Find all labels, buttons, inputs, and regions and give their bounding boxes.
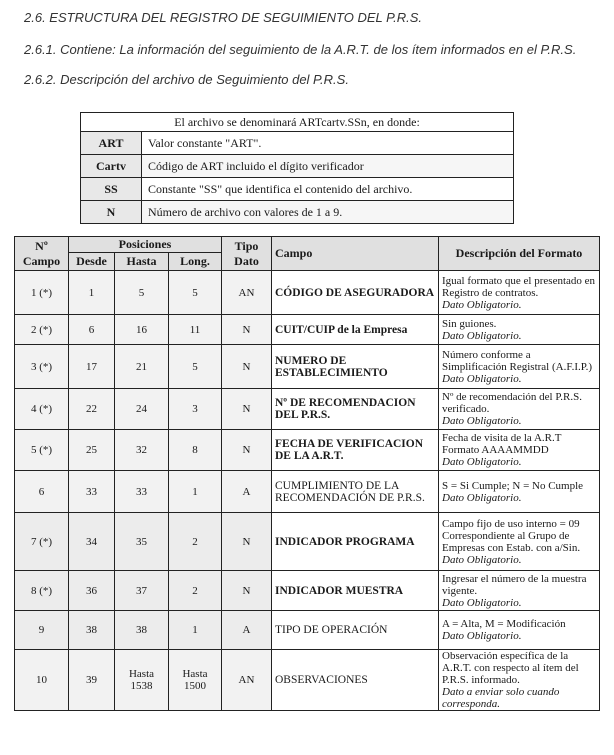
header-posiciones: Posiciones <box>69 237 222 253</box>
cell-desde: 33 <box>69 471 115 513</box>
cell-desde: 34 <box>69 513 115 571</box>
cell-descripcion <box>439 315 600 345</box>
cell-hasta: 38 <box>115 611 169 650</box>
cell-n-campo: 8 (*) <box>15 571 69 611</box>
cell-campo: CUMPLIMIENTO DE LA RECOMENDACIÓN DE P.R.S. <box>272 471 439 513</box>
cell-hasta: 37 <box>115 571 169 611</box>
cell-tipo-dato: A <box>222 611 272 650</box>
table-row <box>15 271 600 315</box>
cell-descripcion <box>439 611 600 650</box>
cell-campo: Nº DE RECOMENDACION DEL P.R.S. <box>272 389 439 430</box>
cell-desde: 38 <box>69 611 115 650</box>
cell-campo: TIPO DE OPERACIÓN <box>272 611 439 650</box>
cell-long: 1 <box>169 611 222 650</box>
table-row <box>15 611 600 650</box>
cell-hasta: 35 <box>115 513 169 571</box>
cell-long: 2 <box>169 571 222 611</box>
cell-long: 5 <box>169 271 222 315</box>
cell-long: 2 <box>169 513 222 571</box>
cell-desde: 22 <box>69 389 115 430</box>
cell-n-campo: 2 (*) <box>15 315 69 345</box>
section-heading-2-6-2: 2.6.2. Descripción del archivo de Seguimiento del P.R.S. <box>24 72 349 87</box>
description-note: Dato a enviar solo cuando corresponda. <box>442 686 560 710</box>
table-row <box>15 430 600 471</box>
description-note: Dato Obligatorio. <box>442 329 522 342</box>
description-note: Dato Obligatorio. <box>442 491 522 504</box>
table-row <box>15 345 600 389</box>
cell-hasta: 24 <box>115 389 169 430</box>
description-text: A = Alta, M = Modificación <box>442 618 566 630</box>
cell-desde: 39 <box>69 650 115 711</box>
description-text: Ingresar el número de la muestra vigente. <box>442 572 587 597</box>
description-note: Dato Obligatorio. <box>442 372 522 385</box>
name-code-cell: ART <box>81 132 142 155</box>
description-text: Campo fijo de uso interno = 09 Correspondiente al Grupo de Empresas con Estab. con a/Sin. <box>442 517 581 554</box>
table-row <box>15 389 600 430</box>
cell-campo: NUMERO DE ESTABLECIMIENTO <box>272 345 439 389</box>
record-structure-table <box>14 236 600 711</box>
header-n-campo: Nº Campo <box>15 237 69 271</box>
description-note: Dato Obligatorio. <box>442 630 522 642</box>
cell-campo: CUIT/CUIP de la Empresa <box>272 315 439 345</box>
cell-descripcion <box>439 389 600 430</box>
cell-descripcion <box>439 471 600 513</box>
section-heading-2-6-1: 2.6.1. Contiene: La información del seguimiento de la A.R.T. de los ítem informados en el P.R.S. <box>24 42 577 57</box>
cell-n-campo: 4 (*) <box>15 389 69 430</box>
description-note: Dato Obligatorio. <box>442 596 522 609</box>
table-row <box>15 471 600 513</box>
table-row <box>15 315 600 345</box>
cell-hasta: 16 <box>115 315 169 345</box>
description-text: Fecha de visita de la A.R.T Formato AAAAMMDD <box>442 432 562 456</box>
cell-n-campo: 5 (*) <box>15 430 69 471</box>
description-text: Sin guiones. <box>442 317 497 330</box>
name-code-cell: SS <box>81 178 142 201</box>
table-row <box>15 513 600 571</box>
name-code-cell: Cartv <box>81 155 142 178</box>
cell-descripcion <box>439 513 600 571</box>
cell-hasta: Hasta 1538 <box>115 650 169 711</box>
cell-campo: CÓDIGO DE ASEGURADORA <box>272 271 439 315</box>
cell-hasta: 32 <box>115 430 169 471</box>
cell-desde: 17 <box>69 345 115 389</box>
description-note: Dato Obligatorio. <box>442 298 522 311</box>
name-desc-cell: Número de archivo con valores de 1 a 9. <box>142 201 514 224</box>
cell-n-campo: 1 (*) <box>15 271 69 315</box>
name-code-cell: N <box>81 201 142 224</box>
cell-tipo-dato: N <box>222 430 272 471</box>
cell-tipo-dato: N <box>222 513 272 571</box>
cell-descripcion <box>439 571 600 611</box>
header-campo: Campo <box>272 237 439 271</box>
cell-tipo-dato: N <box>222 315 272 345</box>
table-row <box>15 571 600 611</box>
cell-desde: 36 <box>69 571 115 611</box>
cell-campo: INDICADOR PROGRAMA <box>272 513 439 571</box>
cell-descripcion <box>439 345 600 389</box>
name-desc-cell: Código de ART incluido el dígito verificador <box>142 155 514 178</box>
cell-campo: FECHA DE VERIFICACION DE LA A.R.T. <box>272 430 439 471</box>
cell-tipo-dato: A <box>222 471 272 513</box>
cell-hasta: 33 <box>115 471 169 513</box>
cell-descripcion <box>439 650 600 711</box>
description-note: Dato Obligatorio. <box>442 456 522 468</box>
cell-n-campo: 10 <box>15 650 69 711</box>
name-desc-cell: Valor constante "ART". <box>142 132 514 155</box>
description-text: Observación específica de la A.R.T. con respecto al ítem del P.R.S. informado. <box>442 650 579 686</box>
cell-campo: OBSERVACIONES <box>272 650 439 711</box>
cell-tipo-dato: N <box>222 345 272 389</box>
description-text: S = Si Cumple; N = No Cumple <box>442 479 584 492</box>
cell-long: 11 <box>169 315 222 345</box>
cell-desde: 6 <box>69 315 115 345</box>
description-text: Nº de recomendación del P.R.S. verificado. <box>442 391 582 415</box>
cell-tipo-dato: AN <box>222 650 272 711</box>
header-tipo-dato: Tipo Dato <box>222 237 272 271</box>
description-text: Igual formato que el presentado en Registro de contratos. <box>442 274 596 299</box>
cell-long: Hasta 1500 <box>169 650 222 711</box>
description-note: Dato Obligatorio. <box>442 415 522 427</box>
cell-long: 1 <box>169 471 222 513</box>
cell-long: 3 <box>169 389 222 430</box>
description-text: Número conforme a Simplificación Registral (A.F.I.P.) <box>442 348 593 373</box>
name-desc-cell: Constante "SS" que identifica el contenido del archivo. <box>142 178 514 201</box>
cell-n-campo: 7 (*) <box>15 513 69 571</box>
cell-desde: 25 <box>69 430 115 471</box>
section-heading-2-6: 2.6. ESTRUCTURA DEL REGISTRO DE SEGUIMIENTO DEL P.R.S. <box>24 10 423 25</box>
cell-descripcion <box>439 271 600 315</box>
header-long: Long. <box>169 253 222 271</box>
cell-tipo-dato: AN <box>222 271 272 315</box>
header-desde: Desde <box>69 253 115 271</box>
file-name-table <box>80 112 514 224</box>
cell-hasta: 21 <box>115 345 169 389</box>
cell-desde: 1 <box>69 271 115 315</box>
cell-n-campo: 6 <box>15 471 69 513</box>
cell-campo: INDICADOR MUESTRA <box>272 571 439 611</box>
cell-n-campo: 3 (*) <box>15 345 69 389</box>
cell-long: 8 <box>169 430 222 471</box>
cell-n-campo: 9 <box>15 611 69 650</box>
file-name-table-title: El archivo se denominará ARTcartv.SSn, en donde: <box>81 113 514 132</box>
header-descripcion: Descripción del Formato <box>439 237 600 271</box>
description-note: Dato Obligatorio. <box>442 553 522 566</box>
header-hasta: Hasta <box>115 253 169 271</box>
cell-tipo-dato: N <box>222 389 272 430</box>
cell-tipo-dato: N <box>222 571 272 611</box>
cell-long: 5 <box>169 345 222 389</box>
cell-hasta: 5 <box>115 271 169 315</box>
cell-descripcion <box>439 430 600 471</box>
table-row <box>15 650 600 711</box>
